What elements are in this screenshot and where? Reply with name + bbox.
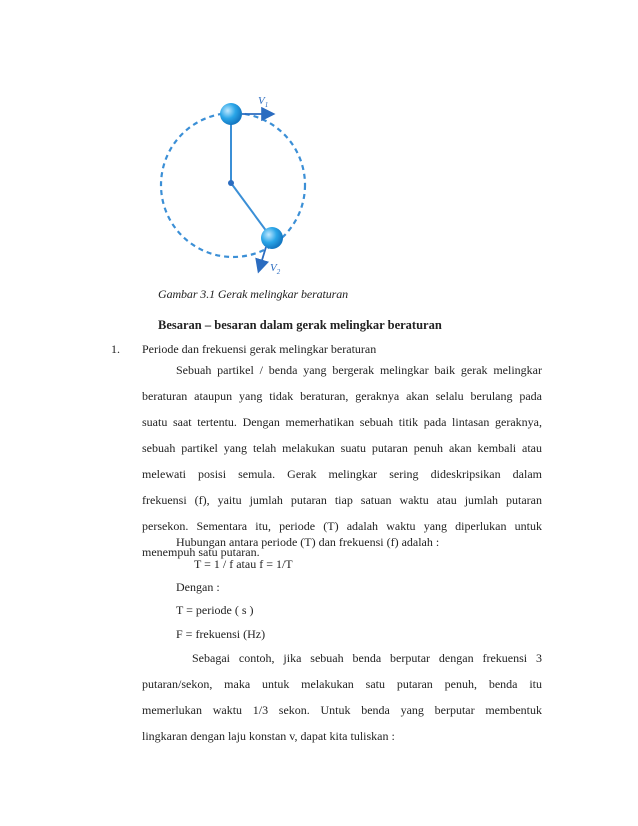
- circular-motion-figure: [150, 90, 320, 280]
- paragraph-line: suatu saat tertentu. Dengan memerhatikan sebuah titik pada lintasan geraknya,: [142, 415, 542, 429]
- ball-top: [220, 103, 242, 125]
- definition-T: T = periode ( s ): [176, 603, 254, 617]
- paragraph-line: lingkaran dengan laju konstan v, dapat kita tuliskan :: [142, 729, 395, 743]
- list-item-title: Periode dan frekuensi gerak melingkar beraturan: [142, 342, 377, 356]
- section-heading: Besaran – besaran dalam gerak melingkar beraturan: [158, 318, 442, 332]
- definition-F: F = frekuensi (Hz): [176, 627, 266, 641]
- paragraph-line: putaran/sekon, maka untuk melakukan satu putaran penuh, benda itu: [142, 677, 542, 691]
- paragraph-line: menempuh satu putaran.: [142, 545, 260, 559]
- paragraph-line: beraturan ataupun yang tidak beraturan, geraknya akan selalu berulang pada: [142, 389, 542, 403]
- ball-bottom: [261, 227, 283, 249]
- formula: T = 1 / f atau f = 1/T: [194, 557, 293, 571]
- paragraph-line: persekon. Sementara itu, periode (T) adalah waktu yang diperlukan untuk: [142, 519, 542, 533]
- with-label: Dengan :: [176, 580, 220, 594]
- list-number: 1.: [111, 342, 120, 356]
- v1-label: $V_1$: [258, 95, 269, 109]
- figure-caption: Gambar 3.1 Gerak melingkar beraturan: [158, 287, 349, 301]
- paragraph-line: Sebagai contoh, jika sebuah benda berputar dengan frekuensi 3: [192, 651, 542, 665]
- v2-label: $V_2$: [270, 262, 281, 276]
- relation-intro: Hubungan antara periode (T) dan frekuensi (f) adalah :: [176, 535, 440, 549]
- paragraph-line: sebuah partikel yang telah melakukan suatu putaran penuh akan kembali atau: [142, 441, 542, 455]
- paragraph-line: frekuensi (f), yaitu jumlah putaran tiap satuan waktu atau jumlah putaran: [142, 493, 542, 507]
- paragraph-line: melewati posisi semula. Gerak melingkar sering dideskripsikan dalam: [142, 467, 542, 481]
- center-point: [228, 180, 234, 186]
- circular-motion-diagram: [150, 90, 320, 280]
- paragraph-line: Sebuah partikel / benda yang bergerak melingkar baik gerak melingkar: [176, 363, 542, 377]
- radius-line-bottom: [231, 183, 270, 236]
- paragraph-line: memerlukan waktu 1/3 sekon. Untuk benda yang berputar membentuk: [142, 703, 542, 717]
